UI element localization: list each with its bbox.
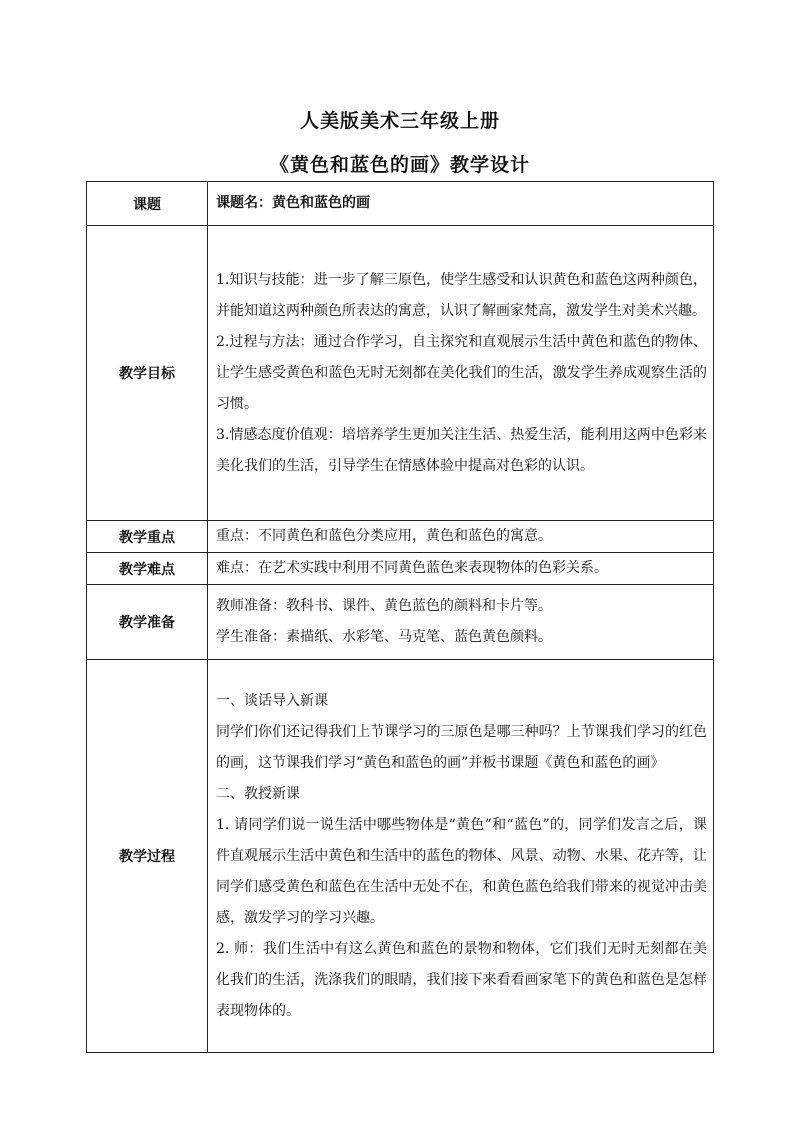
objectives-label: 教学目标 xyxy=(87,226,208,521)
preparation-cell xyxy=(208,585,714,660)
process-paragraph: 一、谈话导入新课 xyxy=(216,692,328,709)
objective-paragraph: 1.知识与技能：进一步了解三原色，使学生感受和认识黄色和蓝色这两种颜色，并能知道这两种颜色所表达的寓意，认识了解画家梵高，激发学生对美术兴趣。 xyxy=(216,271,707,319)
difficulties-label: 教学难点 xyxy=(87,553,208,585)
document-subtitle: 《黄色和蓝色的画》教学设计 xyxy=(269,154,530,176)
objective-paragraph: 3.情感态度价值观：培培养学生更加关注生活、热爱生活，能利用这两中色彩来美化我们的生活，引导学生在情感体验中提高对色彩的认识。 xyxy=(216,426,707,474)
key-points-value: 重点：不同黄色和蓝色分类应用，黄色和蓝色的寓意。 xyxy=(216,528,552,544)
topic-label: 课题 xyxy=(87,182,208,226)
process-paragraph: 同学们你们还记得我们上节课学习的三原色是哪三种吗？上节课我们学习的红色的画，这节课我们学习“黄色和蓝色的画”并板书课题《黄色和蓝色的画》 xyxy=(216,723,707,771)
preparation-label: 教学准备 xyxy=(87,585,208,660)
lesson-plan-table xyxy=(86,181,714,1053)
topic-value-cell xyxy=(208,182,714,226)
process-cell xyxy=(208,660,714,1053)
process-paragraph: 二、教授新课 xyxy=(216,785,300,802)
topic-value: 课题名：黄色和蓝色的画 xyxy=(216,195,370,211)
student-preparation: 学生准备：素描纸、水彩笔、马克笔、蓝色黄色颜料。 xyxy=(216,629,552,645)
table-row-process xyxy=(87,660,714,1053)
objective-paragraph: 2.过程与方法：通过合作学习，自主探究和直观展示生活中黄色和蓝色的物体、让学生感受黄色和蓝色无时无刻都在美化我们的生活，激发学生养成观察生活的习惯。 xyxy=(216,333,707,412)
difficulties-cell xyxy=(208,553,714,585)
document-title: 人美版美术三年级上册 xyxy=(299,110,500,132)
process-label: 教学过程 xyxy=(87,660,208,1053)
table-row-key-points xyxy=(87,521,714,553)
objectives-cell xyxy=(208,226,714,521)
table-row-topic xyxy=(87,182,714,226)
key-points-label: 教学重点 xyxy=(87,521,208,553)
difficulties-value: 难点：在艺术实践中利用不同黄色蓝色来表现物体的色彩关系。 xyxy=(216,560,608,576)
process-paragraph: 2. 师：我们生活中有这么黄色和蓝色的景物和物体，它们我们无时无刻都在美化我们的生活，洗涤我们的眼睛，我们接下来看看画家笔下的黄色和蓝色是怎样表现物体的。 xyxy=(216,940,707,1019)
table-row-difficulties xyxy=(87,553,714,585)
teacher-preparation: 教师准备：教科书、课件、黄色蓝色的颜料和卡片等。 xyxy=(216,598,552,614)
table-row-objectives xyxy=(87,226,714,521)
process-paragraph: 1. 请同学们说一说生活中哪些物体是“黄色”和“蓝色”的，同学们发言之后，课件直观展示生活中黄色和生活中的蓝色的物体、风景、动物、水果、花卉等，让同学们感受黄色和蓝色在生活中无处不在，和黄色蓝色给我们带来的视觉冲击美感，激发学习的学习兴趣。 xyxy=(216,816,707,926)
table-row-preparation xyxy=(87,585,714,660)
key-points-cell xyxy=(208,521,714,553)
